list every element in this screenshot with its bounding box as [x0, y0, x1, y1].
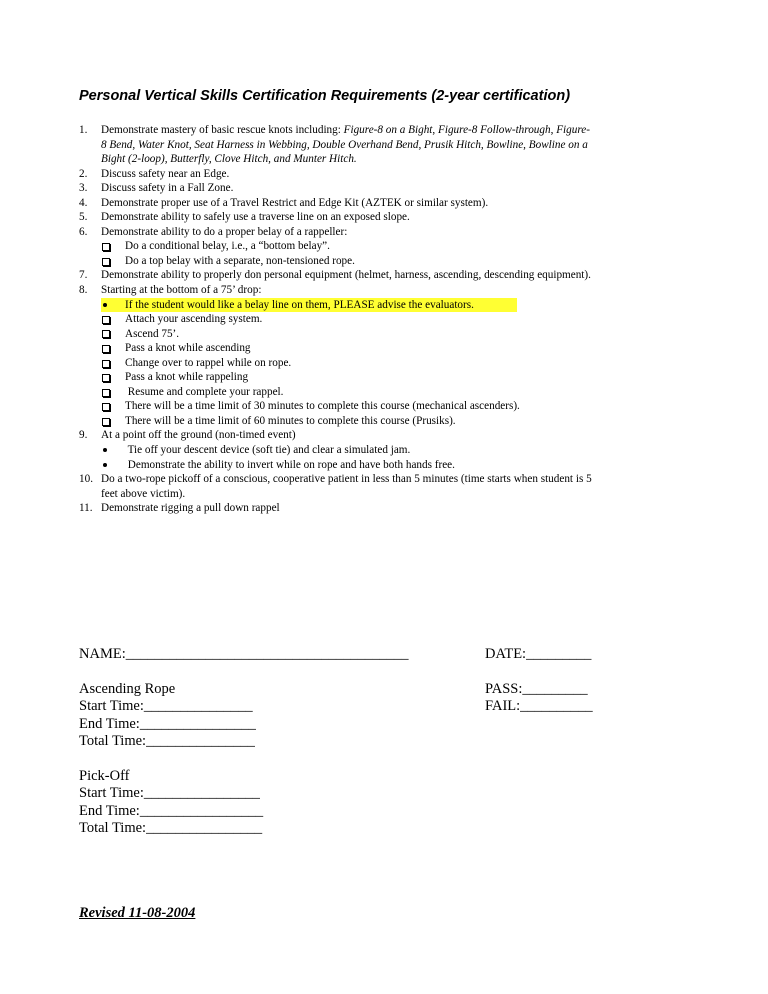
- list-item: [79, 123, 657, 167]
- highlighted-sub-item: [79, 298, 657, 313]
- sub-item: [79, 414, 657, 429]
- sub-item-text: Tie off your descent device (soft tie) and clear a simulated jam.: [125, 444, 411, 457]
- pick-off-heading: Pick-Off: [79, 768, 130, 784]
- document-title: Personal Vertical Skills Certification Requirements (2-year certification): [79, 88, 571, 104]
- sub-item-text: Attach your ascending system.: [125, 313, 263, 326]
- name-field[interactable]: NAME:_______________________________________: [79, 646, 409, 662]
- sub-item: [79, 239, 657, 254]
- list-item: [79, 472, 657, 501]
- checkbox-bullet-icon: [102, 258, 110, 266]
- list-item: [79, 225, 657, 240]
- list-item: [79, 283, 657, 298]
- item-number: 11.: [79, 502, 93, 515]
- sub-item-text: Do a top belay with a separate, non-tensioned rope.: [125, 254, 355, 267]
- sub-item: [79, 356, 657, 371]
- item-text: Discuss safety in a Fall Zone.: [101, 182, 234, 195]
- item-number: 6.: [79, 225, 88, 238]
- checkbox-bullet-icon: [102, 389, 110, 397]
- sub-item: [79, 385, 657, 400]
- checkbox-bullet-icon: [102, 374, 110, 382]
- bullet-dot-icon: [103, 463, 107, 467]
- sub-item-text: Change over to rappel while on rope.: [125, 356, 292, 369]
- sub-item: [79, 312, 657, 327]
- sub-item: [79, 341, 657, 356]
- list-item: [79, 196, 657, 211]
- sub-item-text: Pass a knot while ascending: [125, 342, 251, 355]
- checkbox-bullet-icon: [102, 360, 110, 368]
- item-text: Discuss safety near an Edge.: [101, 167, 230, 180]
- revision-date: Revised 11-08-2004: [79, 905, 196, 921]
- sub-item: [79, 458, 657, 473]
- list-item: [79, 501, 657, 516]
- item-number: 4.: [79, 196, 88, 209]
- checkbox-bullet-icon: [102, 345, 110, 353]
- ascending-rope-heading: Ascending Rope: [79, 681, 176, 697]
- bullet-dot-icon: [103, 448, 107, 452]
- date-field[interactable]: DATE:_________: [485, 646, 592, 662]
- sub-item: [79, 327, 657, 342]
- item-text: Demonstrate ability to do a proper belay of a rappeller:: [101, 225, 348, 238]
- item-number: 3.: [79, 182, 88, 195]
- sub-item-text: Resume and complete your rappel.: [125, 385, 284, 398]
- sub-item-text: There will be a time limit of 30 minutes to complete this course (mechanical ascenders).: [125, 400, 520, 413]
- checkbox-bullet-icon: [102, 316, 110, 324]
- item-text: Demonstrate proper use of a Travel Restrict and Edge Kit (AZTEK or similar system).: [101, 196, 489, 209]
- sub-item: [79, 443, 657, 458]
- sub-item-text: Demonstrate the ability to invert while on rope and have both hands free.: [125, 458, 455, 471]
- sub-item: [79, 399, 657, 414]
- list-item: [79, 167, 657, 182]
- pickoff-start-time-field[interactable]: Start Time:________________: [79, 785, 260, 801]
- requirements-list: [79, 123, 657, 516]
- item-text: Starting at the bottom of a 75’ drop:: [101, 284, 262, 297]
- sub-item: [79, 370, 657, 385]
- sub-item-text: Do a conditional belay, i.e., a “bottom belay”.: [125, 240, 330, 253]
- ascending-total-time-field[interactable]: Total Time:_______________: [79, 733, 255, 749]
- ascending-end-time-field[interactable]: End Time:________________: [79, 716, 256, 732]
- item-text: Demonstrate ability to safely use a traverse line on an exposed slope.: [101, 211, 410, 224]
- item-number: 5.: [79, 211, 88, 224]
- item-text: Do a two-rope pickoff of a conscious, cooperative patient in less than 5 minutes (time starts when student is 5 feet above victim).: [101, 473, 592, 500]
- checkbox-bullet-icon: [102, 330, 110, 338]
- pickoff-end-time-field[interactable]: End Time:_________________: [79, 803, 264, 819]
- item-text: Demonstrate mastery of basic rescue knots including: Figure-8 on a Bight, Figure-8 Follow-through, Figure- 8 Bend, Water Knot, Seat Harness in Webbing, Double Overhand Bend, Prusik Hitch, Bowline, Bowline on a Bight (2-loop), Butterfly, Clove Hitch, and Munter Hitch.: [101, 124, 590, 166]
- item-text: Demonstrate rigging a pull down rappel: [101, 502, 280, 515]
- list-item: [79, 428, 657, 443]
- sub-item-text: Ascend 75’.: [125, 327, 180, 340]
- list-item: [79, 181, 657, 196]
- sub-item-text: Pass a knot while rappeling: [125, 371, 249, 384]
- item-text: Demonstrate ability to properly don personal equipment (helmet, harness, ascending, descending equipment).: [101, 269, 591, 282]
- pass-field[interactable]: PASS:_________: [485, 681, 588, 697]
- ascending-start-time-field[interactable]: Start Time:_______________: [79, 698, 253, 714]
- pickoff-total-time-field[interactable]: Total Time:________________: [79, 820, 263, 836]
- fail-field[interactable]: FAIL:__________: [485, 698, 593, 714]
- item-number: 9.: [79, 429, 88, 442]
- checkbox-bullet-icon: [102, 403, 110, 411]
- item-text: At a point off the ground (non-timed event): [101, 429, 296, 442]
- item-number: 1.: [79, 124, 88, 136]
- item-number: 2.: [79, 167, 88, 180]
- bullet-dot-icon: [103, 303, 107, 307]
- list-item: [79, 210, 657, 225]
- sub-item-text: There will be a time limit of 60 minutes to complete this course (Prusiks).: [125, 414, 456, 427]
- item-number: 10.: [79, 473, 93, 486]
- item-number: 7.: [79, 269, 88, 282]
- item-number: 8.: [79, 284, 88, 297]
- sub-item: [79, 254, 657, 269]
- highlight-text: If the student would like a belay line on them, PLEASE advise the evaluators.: [125, 298, 474, 311]
- checkbox-bullet-icon: [102, 418, 110, 426]
- checkbox-bullet-icon: [102, 243, 110, 251]
- list-item: [79, 268, 657, 283]
